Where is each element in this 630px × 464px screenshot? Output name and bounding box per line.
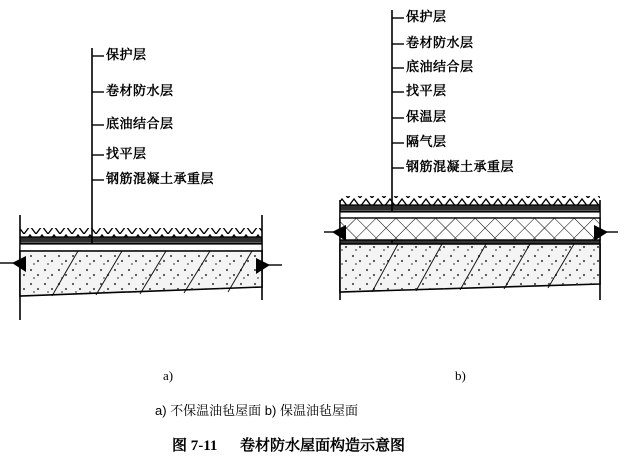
figure-number: 图 7-11 — [172, 438, 218, 454]
layer-label-b-6: 隔气层 — [406, 134, 447, 149]
layer-label-b-3: 底油结合层 — [406, 59, 474, 74]
layer-label-b-5: 保温层 — [406, 109, 447, 124]
layer-label-b-4: 找平层 — [406, 83, 447, 98]
figure-caption-line: a) 不保温油毡屋面 b) 保温油毡屋面 — [155, 403, 358, 418]
layer-label-a-5: 钢筋混凝土承重层 — [106, 171, 215, 186]
diagram-b-drawing — [324, 10, 618, 300]
layer-label-a-1: 保护层 — [106, 47, 147, 62]
layer-label-a-2: 卷材防水层 — [106, 83, 174, 98]
layer-label-b-2: 卷材防水层 — [406, 35, 474, 50]
layer-label-a-3: 底油结合层 — [106, 116, 174, 131]
layer-label-b-7: 钢筋混凝土承重层 — [406, 159, 515, 174]
sublabel-a: a) — [163, 368, 174, 383]
layer-label-b-1: 保护层 — [406, 9, 447, 24]
layer-label-a-4: 找平层 — [106, 146, 147, 161]
figure-title: 卷材防水屋面构造示意图 — [240, 438, 406, 454]
sublabel-b: b) — [455, 368, 466, 383]
